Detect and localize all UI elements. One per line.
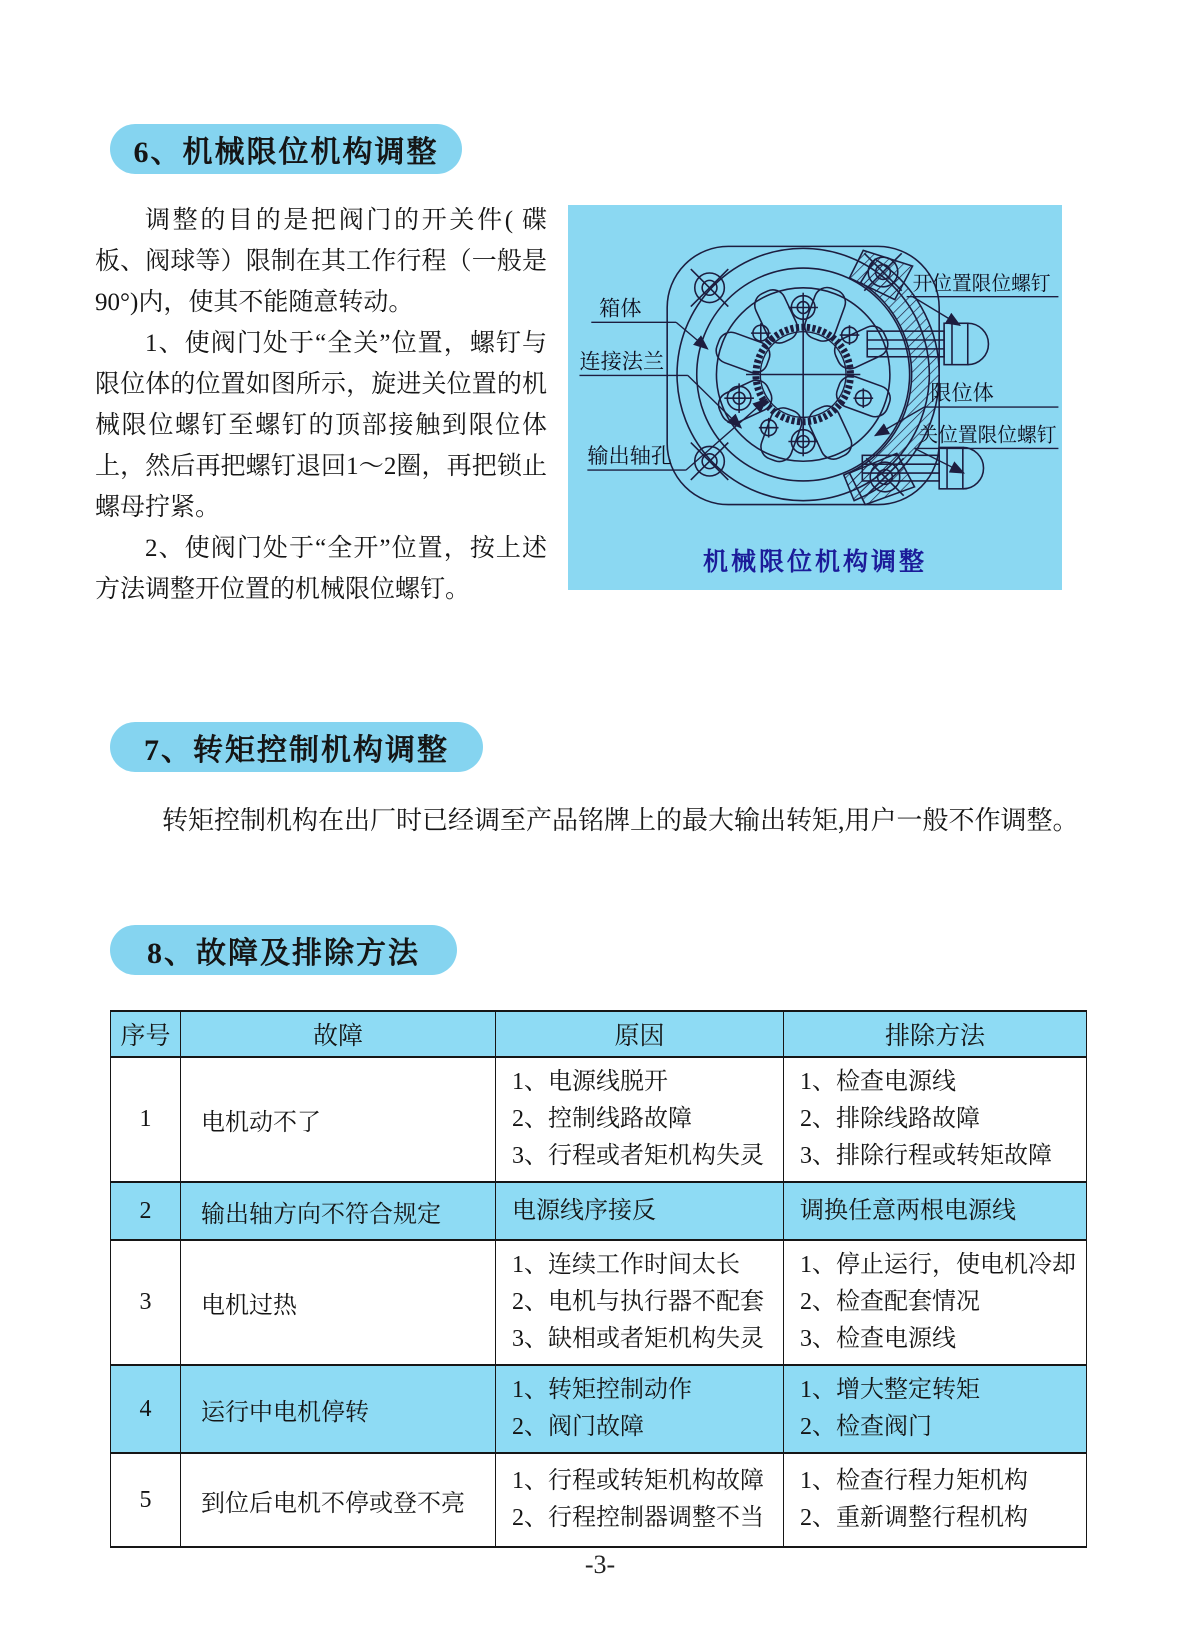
- fix-line: 3、排除行程或转矩故障: [800, 1143, 1052, 1169]
- section-7-body: 转矩控制机构在出厂时已经调至产品铭牌上的最大输出转矩,用户一般不作调整。: [162, 806, 1079, 835]
- table-row: [111, 1365, 1087, 1453]
- header-cause: 原因: [496, 1011, 784, 1057]
- cause-line: 2、行程控制器调整不当: [512, 1505, 764, 1531]
- fix-line: 3、检查电源线: [800, 1326, 956, 1352]
- table-row: [111, 1182, 1087, 1240]
- section-8-heading: [110, 925, 457, 975]
- header-fix: 排除方法: [784, 1011, 1087, 1057]
- row-fix: [784, 1057, 1087, 1182]
- fix-line: 1、检查电源线: [800, 1069, 956, 1095]
- row-fault: 到位后电机不停或登不亮: [181, 1453, 496, 1547]
- row-seq: 3: [111, 1240, 181, 1365]
- row-cause: [496, 1057, 784, 1182]
- row-cause: [496, 1453, 784, 1547]
- cause-line: 1、电源线脱开: [512, 1069, 668, 1095]
- row-fault: 电机过热: [181, 1240, 496, 1365]
- section-8-title: 8、故障及排除方法: [147, 937, 420, 970]
- section-6-title: 6、机械限位机构调整: [133, 136, 439, 169]
- paragraph-step-2: 2、使阀门处于“全开”位置，按上述方法调整开位置的机械限位螺钉。: [95, 535, 547, 603]
- section-6-heading: [110, 124, 462, 174]
- row-fault: 电机动不了: [181, 1057, 496, 1182]
- section-7-title: 7、转矩控制机构调整: [144, 734, 449, 767]
- cause-line: 3、缺相或者矩机构失灵: [512, 1326, 764, 1352]
- paragraph-step-1: 1、使阀门处于“全关”位置，螺钉与限位体的位置如图所示，旋进关位置的机械限位螺钉至螺钉的顶部接触到限位体上，然后再把螺钉退回1～2圈，再把锁止螺母拧紧。: [95, 330, 547, 521]
- fix-line: 2、排除线路故障: [800, 1106, 980, 1132]
- cause-line: 电源线序接反: [512, 1197, 656, 1224]
- section-6-body: [95, 200, 547, 610]
- table-header-row: [111, 1011, 1087, 1057]
- fix-line: 1、停止运行，使电机冷却: [800, 1252, 1076, 1278]
- table-row: [111, 1453, 1087, 1547]
- cause-line: 3、行程或者矩机构失灵: [512, 1143, 764, 1169]
- fix-line: 1、检查行程力矩机构: [800, 1468, 1028, 1494]
- row-cause: [496, 1182, 784, 1240]
- label-output-shaft-hole: 输出轴孔: [587, 444, 673, 469]
- cause-line: 2、控制线路故障: [512, 1106, 692, 1132]
- row-fix: [784, 1453, 1087, 1547]
- row-seq: 5: [111, 1453, 181, 1547]
- row-fix: [784, 1365, 1087, 1453]
- section-7-heading: [110, 722, 483, 772]
- page-number: -3-: [584, 1550, 616, 1579]
- row-seq: 2: [111, 1182, 181, 1240]
- mechanical-limit-diagram-panel: [568, 205, 1062, 590]
- fix-line: 2、检查配套情况: [800, 1289, 980, 1315]
- fix-line: 2、重新调整行程机构: [800, 1505, 1028, 1531]
- actuator-limit-diagram: [568, 205, 1062, 545]
- cause-line: 1、行程或转矩机构故障: [512, 1468, 764, 1494]
- paragraph-adjust-purpose: 调整的目的是把阀门的开关件( 碟板、阀球等）限制在其工作行程（一般是90°)内，使其不能随意转动。: [95, 207, 547, 316]
- table-row: [111, 1057, 1087, 1182]
- header-fault: 故障: [181, 1011, 496, 1057]
- cause-line: 1、转矩控制动作: [512, 1377, 692, 1403]
- header-seq: 序号: [111, 1011, 181, 1057]
- label-connect-flange: 连接法兰: [579, 349, 665, 374]
- table-row: [111, 1240, 1087, 1365]
- label-close-limit-screw: 关位置限位螺钉: [918, 424, 1057, 447]
- label-open-limit-screw: 开位置限位螺钉: [912, 272, 1051, 295]
- diagram-callouts: [579, 273, 1058, 473]
- diagram-caption: 机械限位机构调整: [702, 549, 927, 576]
- cause-line: 2、电机与执行器不配套: [512, 1289, 764, 1315]
- cause-line: 2、阀门故障: [512, 1414, 644, 1440]
- row-fault: 运行中电机停转: [181, 1365, 496, 1453]
- row-fault: 输出轴方向不符合规定: [181, 1182, 496, 1240]
- row-fix: [784, 1182, 1087, 1240]
- row-seq: 1: [111, 1057, 181, 1182]
- label-box-body: 箱体: [599, 296, 642, 321]
- label-limit-body: 限位体: [930, 381, 994, 406]
- row-cause: [496, 1365, 784, 1453]
- fault-remedy-table: [110, 1010, 1087, 1548]
- fix-line: 1、增大整定转矩: [800, 1377, 980, 1403]
- row-fix: [784, 1240, 1087, 1365]
- row-cause: [496, 1240, 784, 1365]
- fix-line: 调换任意两根电源线: [800, 1197, 1016, 1224]
- fix-line: 2、检查阀门: [800, 1414, 932, 1440]
- row-seq: 4: [111, 1365, 181, 1453]
- cause-line: 1、连续工作时间太长: [512, 1252, 740, 1278]
